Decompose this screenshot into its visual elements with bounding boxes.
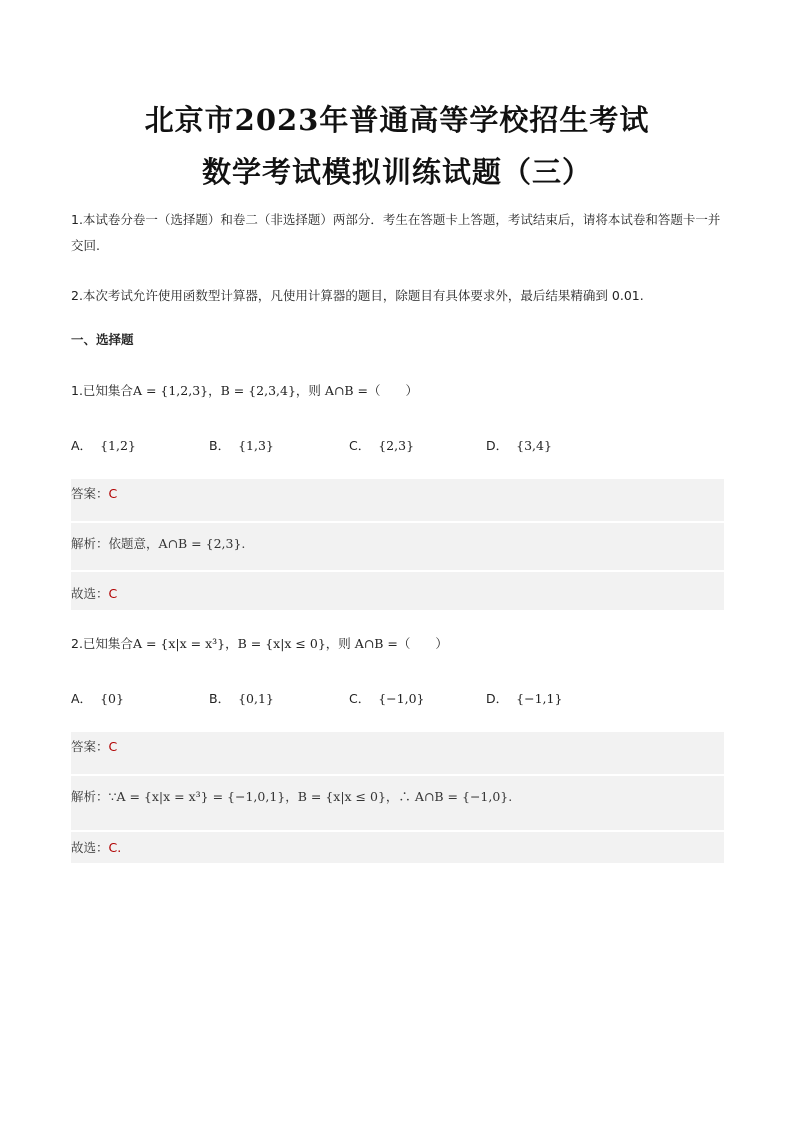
analysis-row <box>71 782 724 812</box>
option-c[interactable] <box>349 689 425 707</box>
question-stem-prefix: 1.已知集合 <box>71 383 133 398</box>
option-letter: B． <box>209 691 231 706</box>
question-1-answer-box <box>71 479 724 610</box>
question-stem-prefix: 2.已知集合 <box>71 636 133 651</box>
question-2-stem <box>71 634 448 652</box>
option-b[interactable] <box>209 689 274 707</box>
analysis-row <box>71 529 724 559</box>
instruction-1: 1.本试卷分卷一（选择题）和卷二（非选择题）两部分．考生在答题卡上答题，考试结束后，请将本试卷和答题卡一并交回. <box>71 212 721 253</box>
option-letter: C． <box>349 691 371 706</box>
option-letter: A． <box>71 438 93 453</box>
question-2-options <box>71 689 726 709</box>
option-b[interactable] <box>209 436 274 454</box>
page-title: 北京市2023年普通高等学校招生考试 <box>144 103 650 137</box>
answer-label: 答案： <box>71 739 109 754</box>
choice-value: C <box>108 586 118 601</box>
analysis-text: ∵A = {x|x = x³} = {−1,0,1}，B = {x|x ≤ 0}，∴ A∩B = {−1,0}. <box>108 789 513 804</box>
choice-label: 故选： <box>71 840 109 855</box>
question-1-options <box>71 436 726 456</box>
choice-row <box>71 579 724 609</box>
answer-label: 答案： <box>71 486 109 501</box>
answer-row <box>71 732 724 762</box>
option-value: {3,4} <box>516 438 552 453</box>
question-2-answer-box <box>71 732 724 863</box>
choice-value: C. <box>108 840 122 855</box>
option-value: {2,3} <box>378 438 415 453</box>
option-letter: C． <box>349 438 371 453</box>
question-stem-math: A = {x|x = x³}，B = {x|x ≤ 0}，则 A∩B =（ ） <box>132 636 448 651</box>
option-letter: D． <box>486 691 509 706</box>
answer-divider <box>71 570 724 572</box>
question-1-stem <box>71 381 418 399</box>
option-c[interactable] <box>349 436 414 454</box>
option-value: {−1,1} <box>516 691 563 706</box>
option-value: {1,3} <box>238 438 274 453</box>
answer-value: C <box>108 739 118 754</box>
page-subtitle: 数学考试模拟训练试题（三） <box>201 155 592 189</box>
option-value: {0} <box>100 691 124 706</box>
option-value: {−1,0} <box>378 691 425 706</box>
choice-row <box>71 833 724 863</box>
question-stem-math: A = {1,2,3}，B = {2,3,4}，则 A∩B =（ ） <box>132 383 419 398</box>
answer-row <box>71 479 724 509</box>
answer-value: C <box>108 486 118 501</box>
option-a[interactable] <box>71 436 136 454</box>
answer-divider <box>71 521 724 523</box>
analysis-text: 依题意，A∩B = {2,3}. <box>108 536 246 551</box>
analysis-label: 解析： <box>71 536 109 551</box>
option-d[interactable] <box>486 689 562 707</box>
option-letter: A． <box>71 691 93 706</box>
choice-label: 故选： <box>71 586 109 601</box>
instruction-2: 2.本次考试允许使用函数型计算器，凡使用计算器的题目，除题目有具体要求外，最后结果精确到 0.01. <box>71 288 644 303</box>
option-letter: B． <box>209 438 231 453</box>
option-d[interactable] <box>486 436 552 454</box>
section-title: 一、选择题 <box>71 332 134 347</box>
answer-divider <box>71 774 724 776</box>
option-value: {1,2} <box>100 438 136 453</box>
option-value: {0,1} <box>238 691 274 706</box>
analysis-label: 解析： <box>71 789 109 804</box>
option-a[interactable] <box>71 689 124 707</box>
option-letter: D． <box>486 438 509 453</box>
answer-divider <box>71 830 724 832</box>
